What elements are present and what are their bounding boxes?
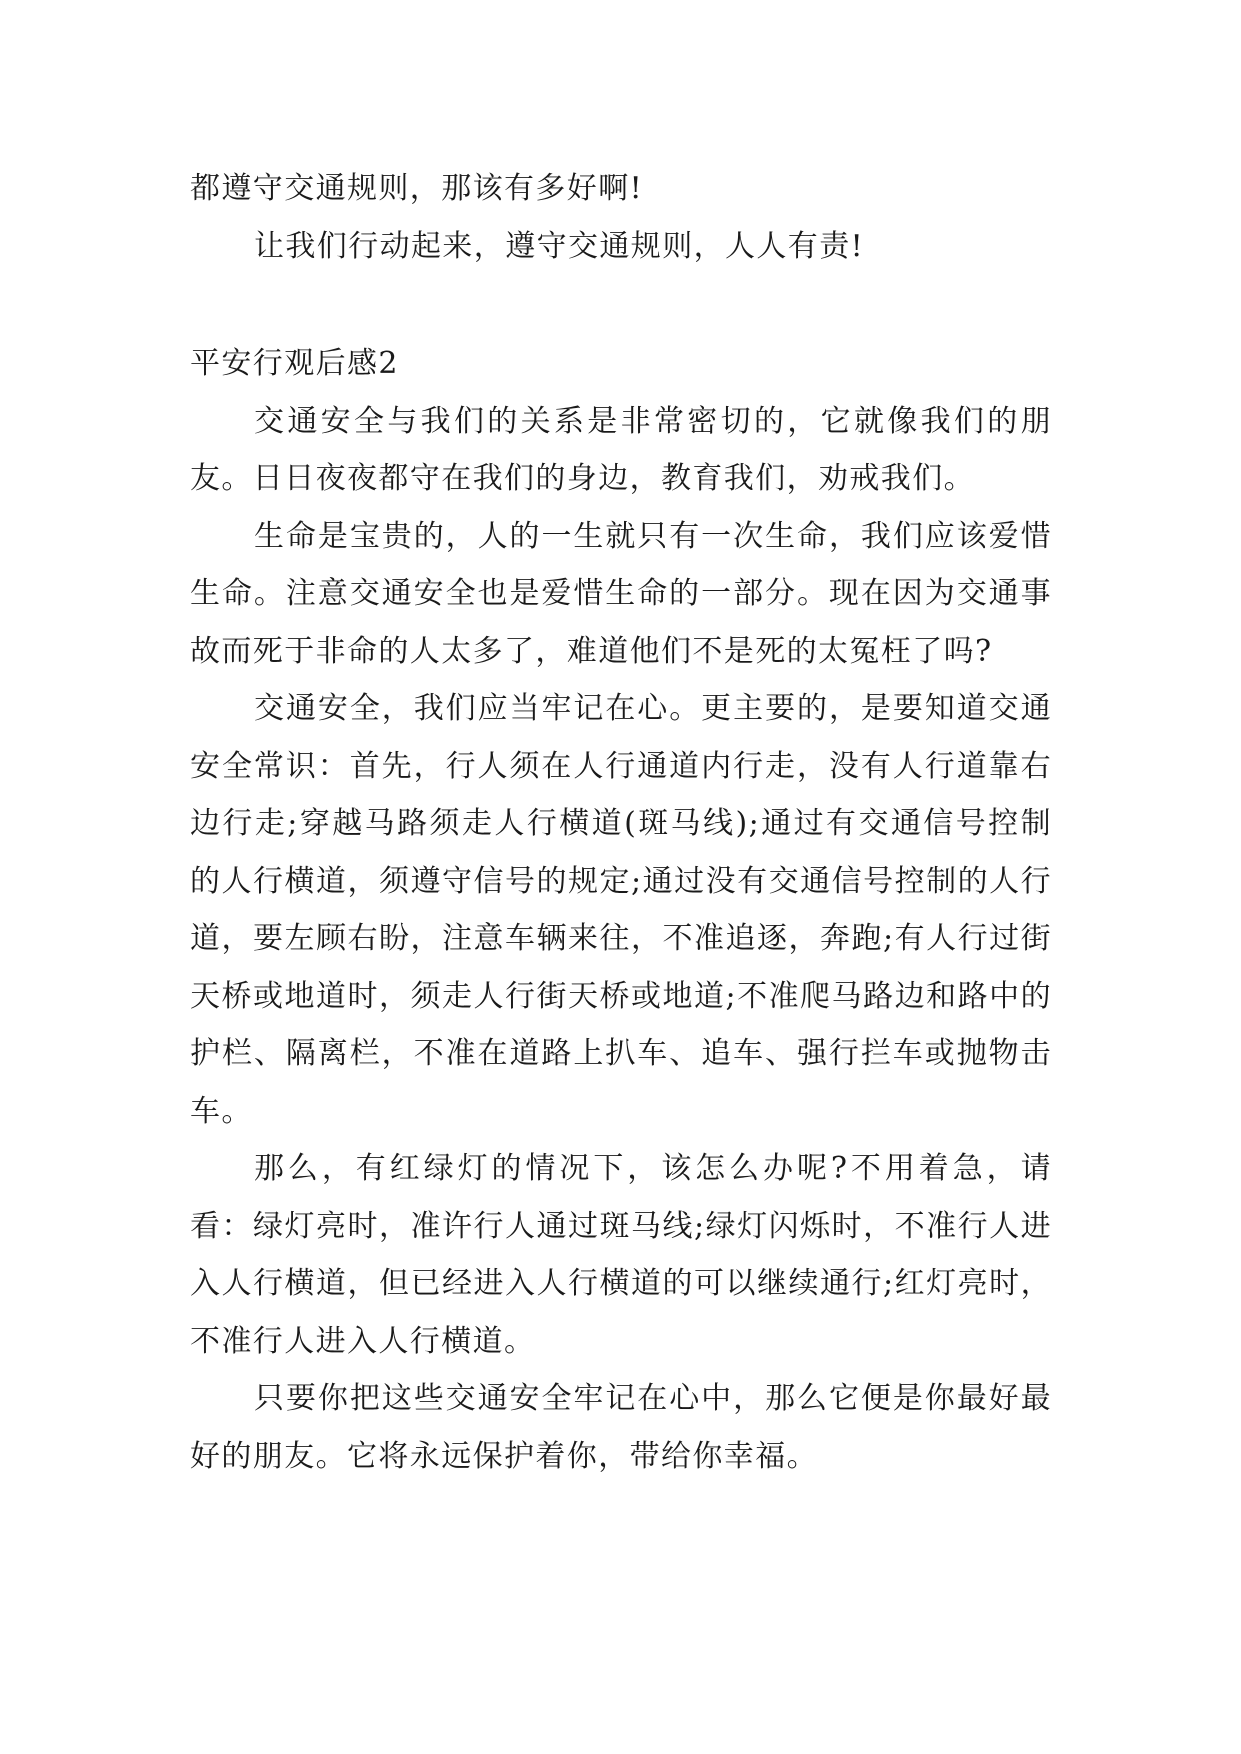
body-paragraph-2: 生命是宝贵的，人的一生就只有一次生命，我们应该爱惜生命。注意交通安全也是爱惜生命的一部分。现在因为交通事故而死于非命的人太多了，难道他们不是死的太冤枉了吗?	[190, 518, 1052, 669]
body-paragraph-5: 只要你把这些交通安全牢记在心中，那么它便是你最好最好的朋友。它将永远保护着你，带给你幸福。	[190, 1381, 1052, 1474]
section-title: 平安行观后感2	[190, 346, 399, 381]
closing-paragraph: 让我们行动起来，遵守交通规则，人人有责!	[254, 228, 865, 264]
body-paragraph-3: 交通安全，我们应当牢记在心。更主要的，是要知道交通安全常识：首先，行人须在人行通道内行走，没有人行道靠右边行走;穿越马路须走人行横道(斑马线);通过有交通信号控制的人行横道，须遵守信号的规定;通过没有交通信号控制的人行道，要左顾右盼，注意车辆来往，不准追逐，奔跑;有人行过街天桥或地道时，须走人行街天桥或地道;不准爬马路边和路中的护栏、隔离栏，不准在道路上扒车、追车、强行拦车或抛物击车。	[190, 691, 1052, 1129]
document-body	[190, 160, 1052, 1485]
continued-paragraph: 都遵守交通规则，那该有多好啊!	[190, 171, 644, 206]
body-paragraph-1: 交通安全与我们的关系是非常密切的，它就像我们的朋友。日日夜夜都守在我们的身边，教育我们，劝戒我们。	[190, 403, 1052, 496]
body-paragraph-4: 那么，有红绿灯的情况下，该怎么办呢?不用着急，请看：绿灯亮时，准许行人通过斑马线;绿灯闪烁时，不准行人进入人行横道，但已经进入人行横道的可以继续通行;红灯亮时，不准行人进入人行横道。	[190, 1151, 1052, 1359]
